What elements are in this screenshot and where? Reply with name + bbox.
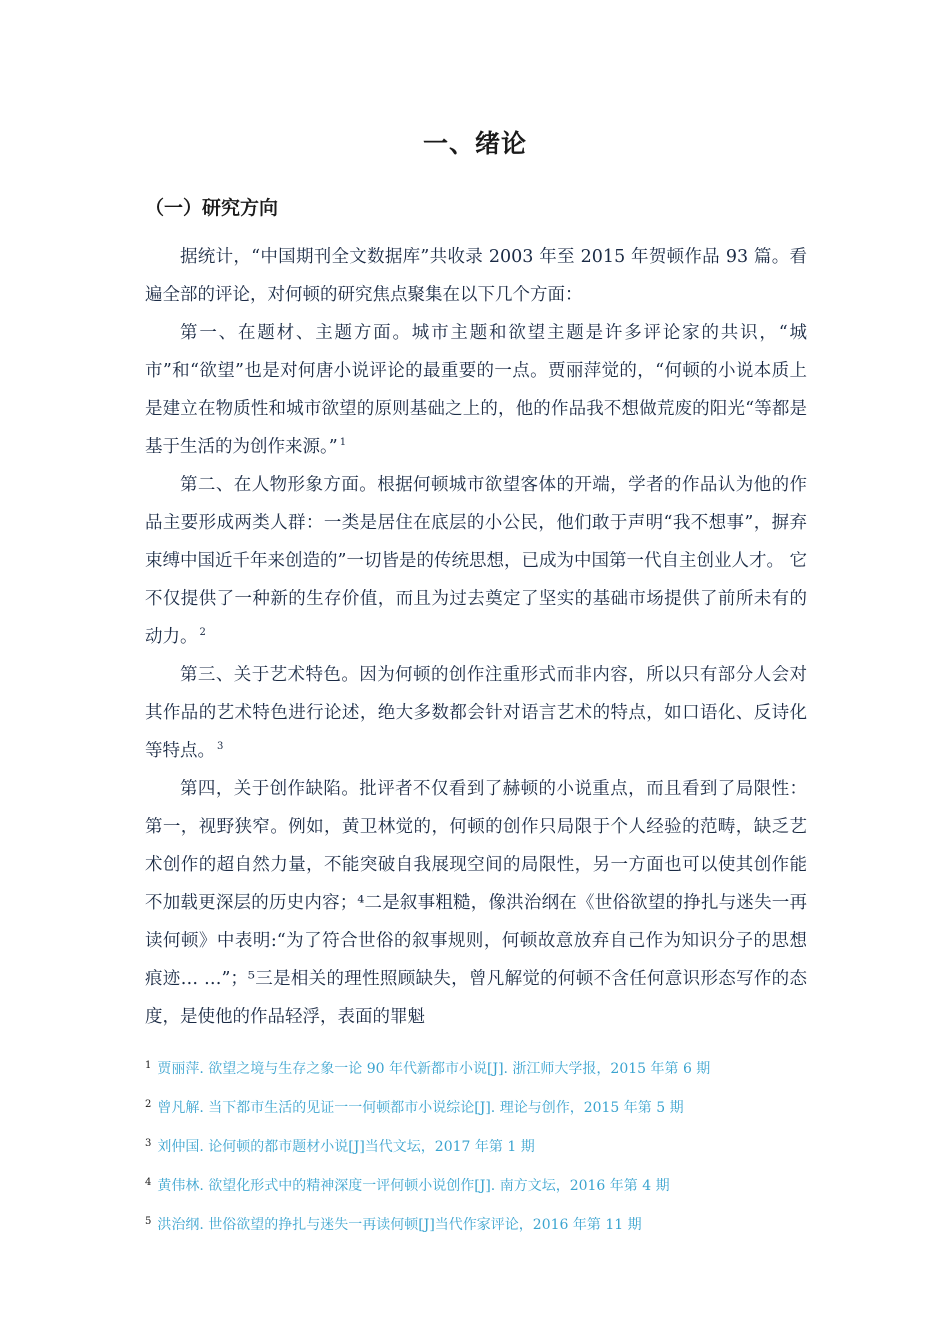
body-text xyxy=(145,238,807,1036)
footnote-number: 3 xyxy=(145,1138,152,1149)
footnote-number: 4 xyxy=(145,1177,152,1188)
paragraph-defects xyxy=(145,770,807,1036)
footnote-text: 黄伟林. 欲望化形式中的精神深度一评何顿小说创作[J]. 南方文坛，2016 年第 4 期 xyxy=(157,1178,670,1194)
footnote-number: 5 xyxy=(145,1216,152,1227)
paragraph-text: 第四，关于创作缺陷。批评者不仅看到了赫顿的小说重点，而且看到了局限性：第一，视野狭窄。例如，黄卫林觉的，何顿的创作只局限于个人经验的范畴，缺乏艺术创作的超自然力量，不能突破自我展现空间的局限性，另一方面也可以使其创作能不加载更深层的历史内容；⁴二是叙事粗糙，像洪治纲在《世俗欲望的挣扎与迷失一再读何顿》中表明:“为了符合世俗的叙事规则，何顿故意放弃自己作为知识分子的思想痕迹… …”；⁵三是相关的理性照顾缺失，曾凡解觉的何顿不含任何意识形态写作的态度，是使他的作品轻浮，表面的罪魁 xyxy=(145,779,807,1027)
footnote-item xyxy=(145,1126,845,1165)
footnote-number: 1 xyxy=(145,1060,152,1071)
paragraph-text: 第二、在人物形象方面。根据何顿城市欲望客体的开端，学者的作品认为他的作品主要形成两类人群：一类是居住在底层的小公民，他们敢于声明“我不想事”，摒弃束缚中国近千年来创造的”一切皆是的传统思想，已成为中国第一代自主创业人才。 它不仅提供了一种新的生存价值，而且为过去奠定了坚实的基础市场提供了前所未有的动力。 xyxy=(145,475,808,647)
footnote-text: 洪治纲. 世俗欲望的挣扎与迷失一再读何顿[J]当代作家评论，2016 年第 11 期 xyxy=(157,1217,642,1233)
paragraph-text: 第一、在题材、主题方面。城市主题和欲望主题是许多评论家的共识，“城市”和“欲望”也是对何唐小说评论的最重要的一点。贾丽萍觉的，“何顿的小说本质上是建立在物质性和城市欲望的原则基础之上的，他的作品我不想做荒废的阳光“等都是基于生活的为创作来源。” xyxy=(145,323,807,457)
paragraph-text: 据统计，“中国期刊全文数据库”共收录 2003 年至 2015 年贺顿作品 93 篇。看遍全部的评论，对何顿的研究焦点聚集在以下几个方面： xyxy=(145,247,807,305)
footnotes xyxy=(145,1048,845,1243)
footnote-ref[interactable]: 3 xyxy=(217,741,224,752)
footnote-text: 刘仲国. 论何顿的都市题材小说[J]当代文坛，2017 年第 1 期 xyxy=(157,1139,535,1155)
paragraph-intro xyxy=(145,238,807,314)
footnote-item xyxy=(145,1204,845,1243)
footnote-item xyxy=(145,1087,845,1126)
footnote-number: 2 xyxy=(145,1099,152,1110)
paragraph-art xyxy=(145,656,807,770)
footnote-text: 曾凡解. 当下都市生活的见证一一何顿都市小说综论[J]. 理论与创作，2015 年第 5 期 xyxy=(157,1100,684,1116)
footnote-ref[interactable]: 1 xyxy=(339,437,347,448)
paragraph-text: 第三、关于艺术特色。因为何顿的创作注重形式而非内容，所以只有部分人会对其作品的艺术特色进行论述，绝大多数都会针对语言艺术的特点，如口语化、反诗化等特点。 xyxy=(145,665,807,761)
footnote-text: 贾丽萍. 欲望之境与生存之象一论 90 年代新都市小说[J]. 浙江师大学报，2015 年第 6 期 xyxy=(157,1061,711,1077)
paragraph-characters xyxy=(145,466,807,656)
chapter-title: 一、绪论 xyxy=(422,129,527,158)
footnote-item xyxy=(145,1165,845,1204)
section-title: （一）研究方向 xyxy=(145,197,279,219)
footnote-item xyxy=(145,1048,845,1087)
paragraph-theme xyxy=(145,314,807,466)
footnote-ref[interactable]: 2 xyxy=(199,627,206,638)
